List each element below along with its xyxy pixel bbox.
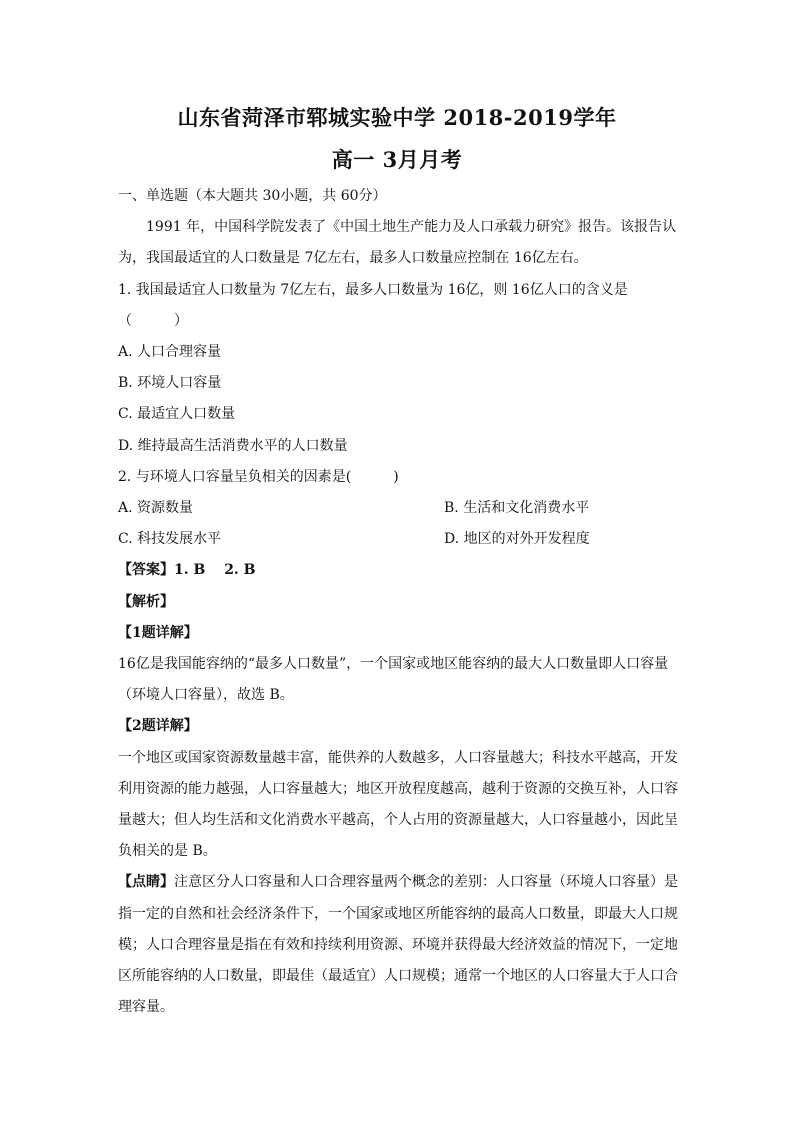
question-2-option: C. 科技发展水平 bbox=[118, 531, 222, 547]
question-1-option: C. 最适宜人口数量 bbox=[118, 406, 236, 422]
doc-title-line1: 山东省菏泽市郓城实验中学 2018-2019学年 bbox=[177, 105, 617, 130]
question-2-option: A. 资源数量 bbox=[118, 500, 194, 516]
tip-line: 区所能容纳的人口数量，即最佳（最适宜）人口规模；通常一个地区的人口容量大于人口合 bbox=[118, 968, 678, 984]
q2-detail-label: 【2题详解】 bbox=[118, 718, 198, 734]
question-2-option: B. 生活和文化消费水平 bbox=[444, 500, 590, 516]
q2-detail-line: 量越大；但人均生活和文化消费水平越高，个人占用的资源量越大，人口容量越小，因此呈 bbox=[118, 812, 678, 828]
question-2-stem: 2. 与环境人口容量呈负相关的因素是( ) bbox=[118, 469, 399, 485]
question-2-option: D. 地区的对外开发程度 bbox=[444, 531, 590, 547]
question-1-option: A. 人口合理容量 bbox=[118, 344, 222, 360]
passage-line: 为，我国最适宜的人口数量是 7亿左右，最多人口数量应控制在 16亿左右。 bbox=[118, 250, 588, 266]
q2-detail-line: 一个地区或国家资源数量越丰富，能供养的人数越多，人口容量越大；科技水平越高，开发 bbox=[118, 750, 678, 766]
doc-title-line2: 高一 3月月考 bbox=[331, 147, 463, 172]
question-1-stem: 1. 我国最适宜人口数量为 7亿左右，最多人口数量为 16亿，则 16亿人口的含义是 bbox=[118, 282, 628, 298]
q1-detail-line: （环境人口容量），故选 B。 bbox=[118, 687, 294, 703]
question-1-option: B. 环境人口容量 bbox=[118, 375, 222, 391]
tip-text: 注意区分人口容量和人口合理容量两个概念的差别：人口容量（环境人口容量）是 bbox=[174, 874, 678, 890]
tip-line: 理容量。 bbox=[118, 999, 174, 1015]
tip-line-first bbox=[118, 873, 678, 891]
q1-detail-label: 【1题详解】 bbox=[118, 625, 198, 641]
q1-detail-line: 16亿是我国能容纳的“最多人口数量”，一个国家或地区能容纳的最大人口数量即人口容量 bbox=[118, 656, 669, 672]
analysis-label: 【解析】 bbox=[118, 594, 174, 610]
q2-detail-line: 负相关的是 B。 bbox=[118, 843, 217, 859]
passage-line: 1991 年，中国科学院发表了《中国土地生产能力及人口承载力研究》报告。该报告认 bbox=[146, 219, 677, 235]
question-1-paren: （ ） bbox=[118, 313, 188, 329]
tip-line: 模；人口合理容量是指在有效和持续利用资源、环境并获得最大经济效益的情况下，一定地 bbox=[118, 937, 678, 953]
q2-detail-line: 利用资源的能力越强，人口容量越大；地区开放程度越高，越利于资源的交换互补，人口容 bbox=[118, 781, 678, 797]
section-header: 一、单选题（本大题共 30小题，共 60分） bbox=[118, 188, 387, 204]
tip-label: 【点睛】 bbox=[118, 874, 174, 890]
question-1-option: D. 维持最高生活消费水平的人口数量 bbox=[118, 438, 348, 454]
answer-line: 【答案】1. B 2. B bbox=[118, 562, 256, 578]
tip-line: 指一定的自然和社会经济条件下，一个国家或地区所能容纳的最高人口数量，即最大人口规 bbox=[118, 906, 678, 922]
